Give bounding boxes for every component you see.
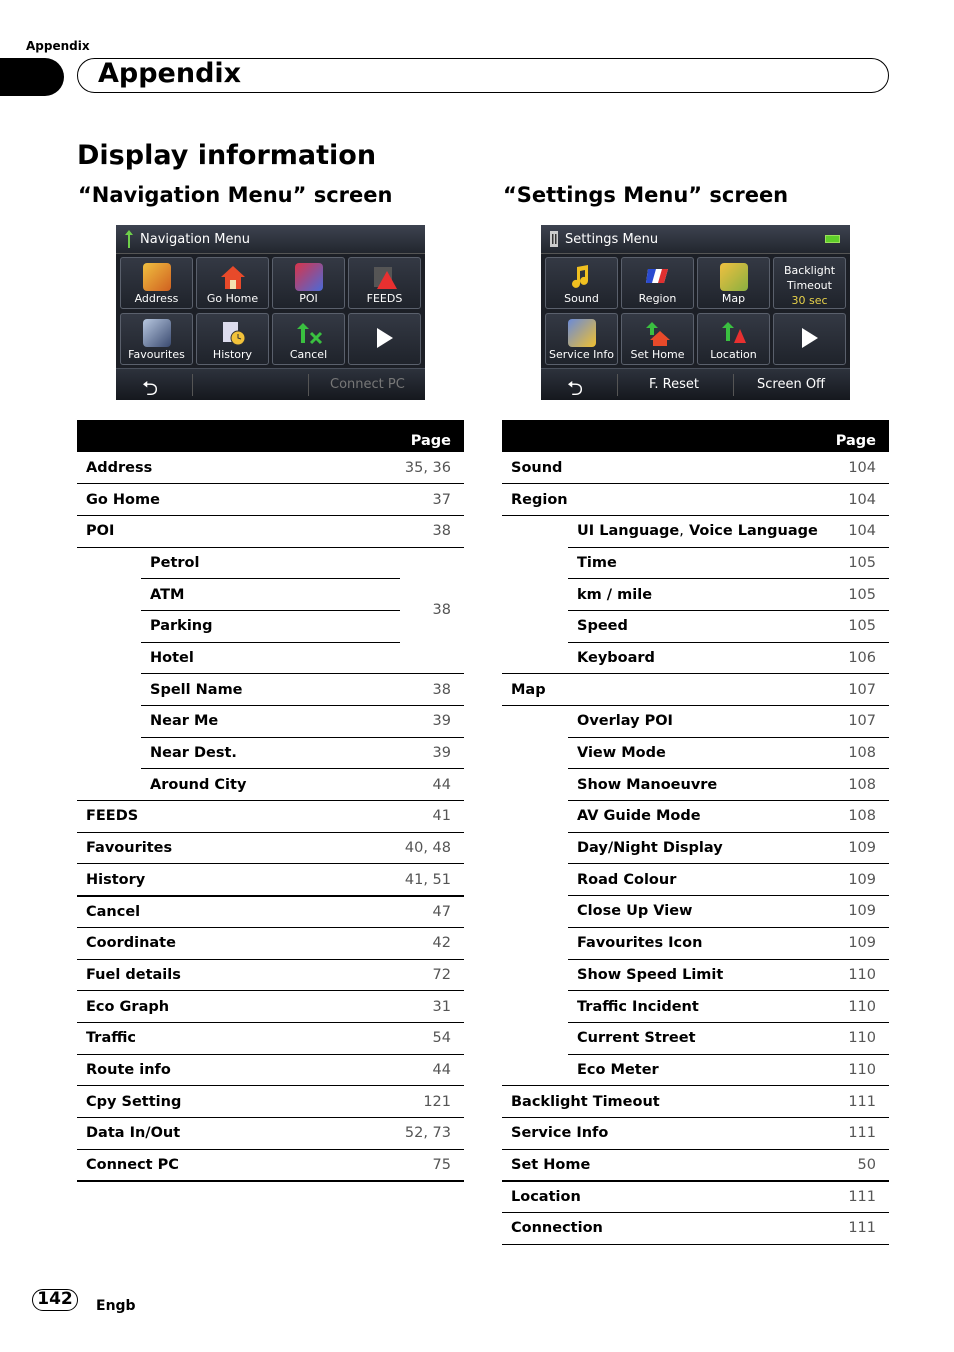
settings-column-title: “Settings Menu” screen	[503, 183, 789, 207]
location-tile[interactable]	[697, 313, 770, 365]
running-head: Appendix	[26, 39, 90, 53]
indent-cell	[77, 547, 141, 801]
row-name: Near Me	[141, 706, 400, 738]
row-name: Petrol	[141, 547, 400, 579]
tile-label: Go Home	[206, 292, 259, 305]
table-row	[77, 991, 464, 1023]
factory-reset-button[interactable]: F. Reset	[649, 377, 699, 392]
row-page: 52, 73	[400, 1117, 464, 1149]
table-row	[502, 1181, 889, 1213]
table-header-row	[77, 420, 464, 452]
row-name: Hotel	[141, 642, 400, 674]
tile-label: Backlight	[783, 264, 836, 277]
sound-tile[interactable]	[545, 257, 618, 309]
set-home-icon	[644, 319, 672, 347]
table-row	[77, 832, 464, 864]
row-name: Eco Graph	[77, 991, 400, 1023]
row-page: 109	[825, 864, 889, 896]
row-page: 111	[825, 1181, 889, 1213]
row-name: km / mile	[568, 579, 825, 611]
table-row	[502, 1117, 889, 1149]
row-name: Keyboard	[577, 649, 655, 666]
row-name: Go Home	[77, 484, 400, 516]
table-row	[502, 1213, 889, 1245]
tile-label: History	[212, 348, 253, 361]
row-page: 50	[825, 1149, 889, 1181]
address-tile[interactable]	[120, 257, 193, 309]
row-name: Fuel details	[77, 959, 400, 991]
row-page: 108	[825, 801, 889, 833]
table-row	[502, 674, 889, 706]
row-page: 108	[825, 769, 889, 801]
row-name: Connection	[502, 1213, 825, 1245]
screen-title: Settings Menu	[565, 232, 659, 247]
row-name: Route info	[77, 1054, 400, 1086]
history-clock-icon	[219, 319, 247, 347]
table-row	[77, 452, 464, 484]
next-page-tile[interactable]	[348, 313, 421, 365]
row-page: 108	[825, 737, 889, 769]
row-page: 72	[400, 959, 464, 991]
table-row	[502, 1149, 889, 1181]
row-name: Cancel	[77, 896, 400, 928]
row-name: Favourites	[77, 832, 400, 864]
navigation-menu-table	[77, 420, 464, 1182]
row-page: 105	[825, 547, 889, 579]
location-icon	[720, 319, 748, 347]
back-arrow-icon[interactable]: ⮌	[142, 376, 159, 400]
tile-label: Location	[710, 348, 757, 361]
screen-title-bar	[116, 225, 425, 254]
row-name: Close Up View	[568, 896, 825, 928]
settings-icon	[548, 229, 560, 249]
row-name: Set Home	[502, 1149, 825, 1181]
row-name: View Mode	[568, 737, 825, 769]
row-page: 110	[825, 1022, 889, 1054]
divider	[308, 374, 309, 396]
divider	[192, 374, 193, 396]
section-header	[77, 58, 889, 93]
table-row	[77, 1149, 464, 1181]
row-name: Traffic Incident	[568, 991, 825, 1023]
feeds-tile[interactable]	[348, 257, 421, 309]
screen-title: Navigation Menu	[140, 232, 250, 247]
row-page: 35, 36	[400, 452, 464, 484]
row-name: Spell Name	[141, 674, 400, 706]
row-name: Show Manoeuvre	[568, 769, 825, 801]
table-row	[77, 959, 464, 991]
row-page: 105	[825, 579, 889, 611]
battery-icon	[825, 235, 840, 243]
backlight-timeout-tile[interactable]	[773, 257, 846, 309]
row-name: Connect PC	[77, 1149, 400, 1181]
divider	[617, 374, 618, 396]
row-page: 109	[825, 896, 889, 928]
row-name: Day/Night Display	[568, 832, 825, 864]
table-row	[77, 515, 464, 547]
row-name-separator: ,	[679, 523, 684, 540]
row-page: 105	[825, 610, 889, 642]
table-row	[77, 484, 464, 516]
row-page: 111	[825, 1086, 889, 1118]
section-tab-marker	[0, 58, 64, 96]
row-page: 31	[400, 991, 464, 1023]
table-row	[77, 1117, 464, 1149]
connect-pc-button[interactable]: Connect PC	[330, 377, 405, 392]
row-name: Eco Meter	[577, 1061, 659, 1078]
settings-menu-table	[502, 420, 889, 1245]
row-name	[568, 515, 825, 547]
screen-title-bar	[541, 225, 850, 254]
row-name: Speed	[568, 610, 825, 642]
table-row	[77, 1054, 464, 1086]
row-page: 107	[825, 706, 889, 738]
table-header-row	[502, 420, 889, 452]
row-name: Road Colour	[568, 864, 825, 896]
row-page: 121	[400, 1086, 464, 1118]
go-home-tile[interactable]	[196, 257, 269, 309]
cancel-route-icon	[295, 319, 323, 347]
row-page: 44	[432, 776, 451, 793]
screen-bottom-bar	[116, 368, 425, 400]
feeds-icon	[371, 263, 399, 291]
row-name: ATM	[141, 579, 400, 611]
row-page: 42	[400, 927, 464, 959]
table-row	[502, 452, 889, 484]
row-name: POI	[77, 515, 400, 547]
row-page: 109	[825, 832, 889, 864]
poi-icon	[295, 263, 323, 291]
row-name: Current Street	[568, 1022, 825, 1054]
info-icon	[568, 319, 596, 347]
favourites-tile[interactable]	[120, 313, 193, 365]
indent-cell	[502, 515, 568, 673]
table-row	[77, 1022, 464, 1054]
row-page: 37	[400, 484, 464, 516]
row-name: Coordinate	[77, 927, 400, 959]
table-row	[77, 547, 464, 579]
row-name: Service Info	[502, 1117, 825, 1149]
address-map-icon	[143, 263, 171, 291]
poi-tile[interactable]	[272, 257, 345, 309]
row-name: FEEDS	[77, 801, 400, 833]
table-row	[77, 927, 464, 959]
row-page: 111	[825, 1213, 889, 1245]
row-name: Favourites Icon	[568, 927, 825, 959]
row-page: 54	[400, 1022, 464, 1054]
page-number: 142	[32, 1289, 78, 1311]
row-page: 47	[400, 896, 464, 928]
table-row	[77, 1086, 464, 1118]
flag-icon	[644, 263, 672, 291]
indent-cell	[502, 706, 568, 1086]
next-page-tile[interactable]	[773, 313, 846, 365]
row-page: 104	[825, 515, 889, 547]
page-column-header: Page	[400, 420, 464, 452]
row-name: Time	[568, 547, 825, 579]
row-page: 110	[825, 959, 889, 991]
divider	[733, 374, 734, 396]
row-page: 38	[400, 515, 464, 547]
tile-label: Address	[134, 292, 179, 305]
table-row	[77, 801, 464, 833]
table-row	[77, 864, 464, 896]
row-page: 106	[848, 649, 876, 666]
backlight-value: 30 sec	[791, 294, 828, 307]
row-name: Data In/Out	[77, 1117, 400, 1149]
row-page: 75	[400, 1149, 464, 1181]
row-name: Parking	[141, 610, 400, 642]
row-name: Overlay POI	[568, 706, 825, 738]
row-page: 107	[825, 674, 889, 706]
row-page: 104	[825, 452, 889, 484]
tile-label: Service Info	[549, 348, 614, 361]
row-name: Cpy Setting	[77, 1086, 400, 1118]
row-page: 110	[848, 1061, 876, 1078]
tile-label: POI	[299, 292, 318, 305]
row-name: AV Guide Mode	[568, 801, 825, 833]
service-info-tile[interactable]	[545, 313, 618, 365]
table-row	[502, 515, 889, 547]
house-icon	[219, 263, 247, 291]
history-tile[interactable]	[196, 313, 269, 365]
tile-label: Timeout	[787, 279, 832, 292]
row-name: History	[77, 864, 400, 896]
table-row	[77, 896, 464, 928]
row-name-part: UI Language	[577, 523, 680, 540]
row-name: Around City	[150, 776, 247, 793]
music-note-icon	[568, 263, 596, 291]
favourites-icon	[143, 319, 171, 347]
row-page: 39	[400, 737, 464, 769]
section-title: Appendix	[98, 58, 242, 89]
row-page: 109	[825, 927, 889, 959]
row-page: 111	[825, 1117, 889, 1149]
row-name: Address	[77, 452, 400, 484]
table-row	[502, 484, 889, 516]
row-name: Map	[502, 674, 825, 706]
set-home-tile[interactable]	[621, 313, 694, 365]
navigation-menu-screenshot	[116, 225, 425, 400]
nav-column-title: “Navigation Menu” screen	[78, 183, 393, 207]
back-arrow-icon[interactable]: ⮌	[567, 376, 584, 400]
row-page: 38	[400, 547, 464, 674]
table-row	[502, 706, 889, 738]
page-column-header: Page	[825, 420, 889, 452]
row-page: 38	[400, 674, 464, 706]
row-name: Traffic	[77, 1022, 400, 1054]
page-title: Display information	[77, 140, 377, 171]
tile-label: Cancel	[289, 348, 328, 361]
screen-off-button[interactable]: Screen Off	[757, 377, 826, 392]
row-name: Backlight Timeout	[502, 1086, 825, 1118]
tile-label: FEEDS	[366, 292, 403, 305]
row-name: Region	[502, 484, 825, 516]
row-page: 41, 51	[400, 864, 464, 896]
tile-label: Set Home	[630, 348, 685, 361]
row-page: 39	[400, 706, 464, 738]
region-tile[interactable]	[621, 257, 694, 309]
settings-menu-screenshot	[541, 225, 850, 400]
table-row	[502, 1086, 889, 1118]
tile-label: Map	[721, 292, 746, 305]
row-page: 41	[400, 801, 464, 833]
row-name: Location	[502, 1181, 825, 1213]
row-name: Near Dest.	[141, 737, 400, 769]
map-icon	[720, 263, 748, 291]
play-arrow-icon	[802, 328, 818, 348]
screen-bottom-bar	[541, 368, 850, 400]
tile-label: Favourites	[128, 348, 185, 361]
tile-label: Region	[638, 292, 677, 305]
row-page: 104	[825, 484, 889, 516]
row-name: Sound	[502, 452, 825, 484]
row-name: Show Speed Limit	[568, 959, 825, 991]
navigation-icon	[123, 229, 135, 249]
play-arrow-icon	[377, 328, 393, 348]
language-code: Engb	[96, 1298, 136, 1314]
cancel-tile[interactable]	[272, 313, 345, 365]
row-page: 44	[400, 1054, 464, 1086]
row-page: 40, 48	[400, 832, 464, 864]
map-tile[interactable]	[697, 257, 770, 309]
row-page: 110	[825, 991, 889, 1023]
tile-label: Sound	[564, 292, 599, 305]
row-name-part: Voice Language	[688, 523, 818, 540]
